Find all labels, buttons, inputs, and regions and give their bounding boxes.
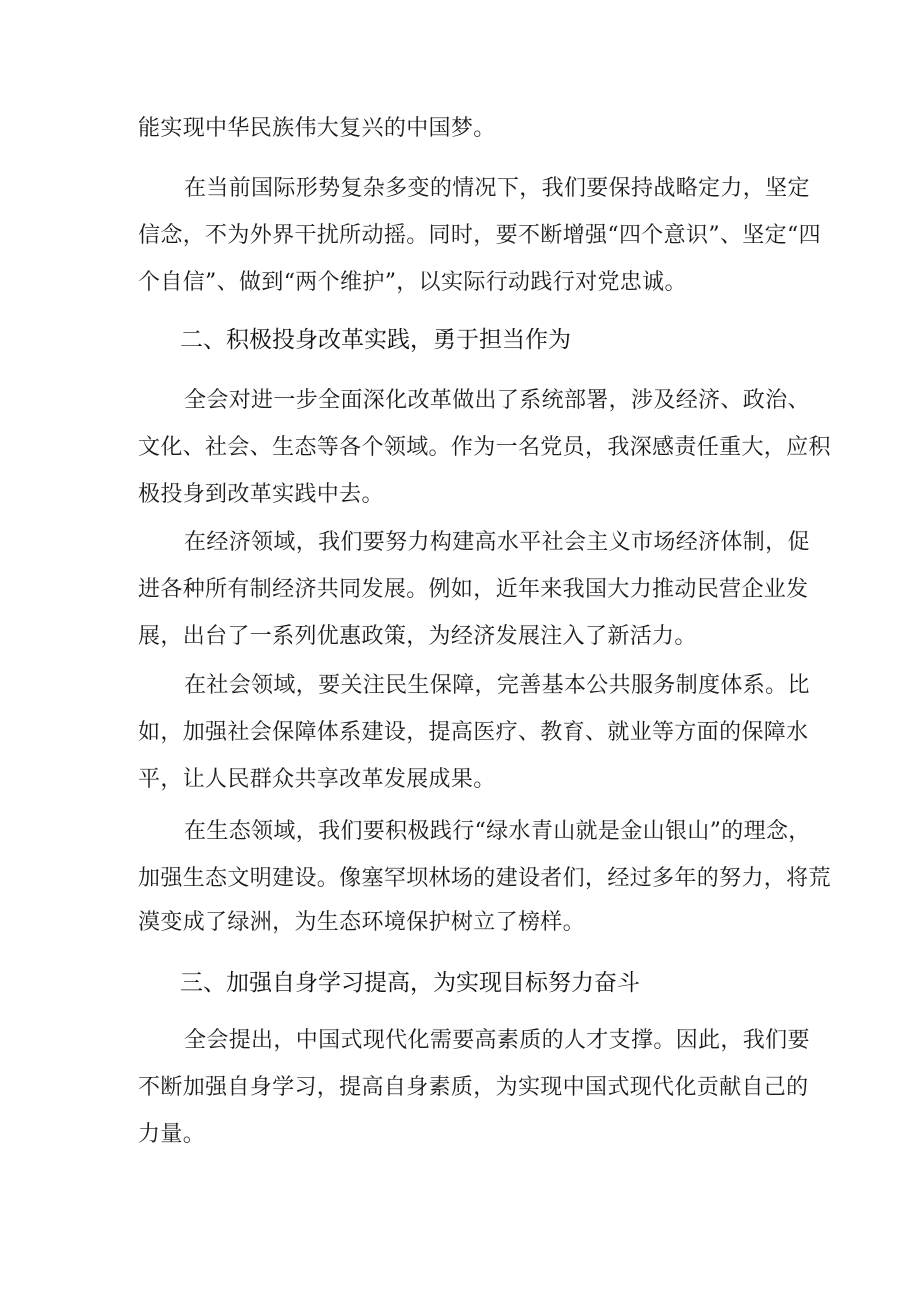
paragraph-line: 全会提出，中国式现代化需要高素质的人才支撑。因此，我们要 xyxy=(184,1028,810,1053)
paragraph-line: 在当前国际形势复杂多变的情况下，我们要保持战略定力，坚定 xyxy=(184,176,810,201)
paragraph-line: 在社会领域，要关注民生保障，完善基本公共服务制度体系。比 xyxy=(184,673,810,698)
paragraph-line: 加强生态文明建设。像塞罕坝林场的建设者们，经过多年的努力，将荒 xyxy=(138,866,831,891)
section-heading-2: 二、积极投身改革实践，勇于担当作为 xyxy=(180,327,571,353)
paragraph-line: 平，让人民群众共享改革发展成果。 xyxy=(138,767,496,792)
paragraph-line: 能实现中华民族伟大复兴的中国梦。 xyxy=(138,116,496,141)
paragraph-line: 个自信”、做到“两个维护”，以实际行动践行对党忠诚。 xyxy=(138,270,687,295)
paragraph-line: 在经济领域，我们要努力构建高水平社会主义市场经济体制，促 xyxy=(184,530,810,555)
paragraph-line: 不断加强自身学习，提高自身素质，为实现中国式现代化贡献自己的 xyxy=(138,1075,809,1100)
paragraph-line: 在生态领域，我们要积极践行“绿水青山就是金山银山”的理念， xyxy=(184,819,811,844)
paragraph-line: 文化、社会、生态等各个领域。作为一名党员，我深感责任重大，应积 xyxy=(138,435,831,460)
paragraph-line: 展，出台了一系列优惠政策，为经济发展注入了新活力。 xyxy=(138,624,697,649)
paragraph-line: 如，加强社会保障体系建设，提高医疗、教育、就业等方面的保障水 xyxy=(138,720,809,745)
paragraph-line: 进各种所有制经济共同发展。例如，近年来我国大力推动民营企业发 xyxy=(138,577,809,602)
paragraph-line: 全会对进一步全面深化改革做出了系统部署，涉及经济、政治、 xyxy=(184,388,810,413)
paragraph-line: 漠变成了绿洲，为生态环境保护树立了榜样。 xyxy=(138,910,586,935)
section-heading-3: 三、加强自身学习提高，为实现目标努力奋斗 xyxy=(180,970,640,996)
paragraph-line: 信念，不为外界干扰所动摇。同时，要不断增强“四个意识”、坚定“四 xyxy=(138,223,821,248)
paragraph-line: 极投身到改革实践中去。 xyxy=(138,482,384,507)
paragraph-line: 力量。 xyxy=(138,1122,206,1147)
